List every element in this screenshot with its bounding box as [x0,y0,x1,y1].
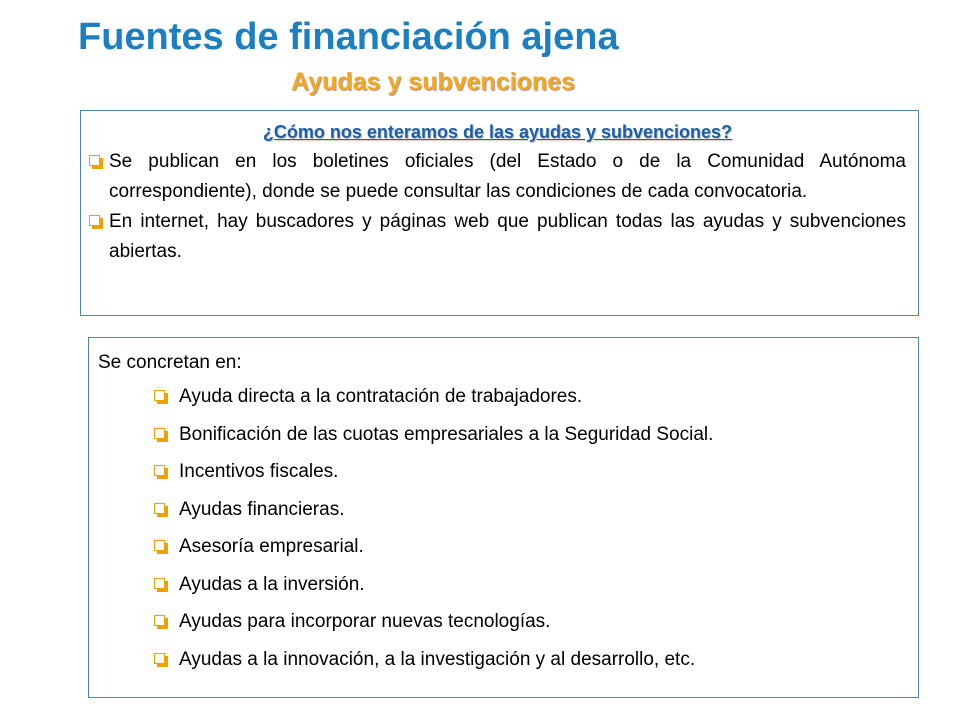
square-bullet-icon [154,540,168,554]
list-item-text: Ayudas a la innovación, a la investigación y al desarrollo, etc. [179,648,696,670]
square-bullet-icon [89,155,103,169]
list-item [154,647,906,685]
square-bullet-icon [154,465,168,479]
list-item-text: Ayudas financieras. [179,498,345,520]
list-item-text: Ayuda directa a la contratación de trabajadores. [179,386,583,407]
list-intro: Se concretan en: [98,352,242,373]
list-box [88,337,919,698]
list-item [154,384,906,422]
square-bullet-icon [154,578,168,592]
list-item [154,609,906,647]
list-item [154,572,906,610]
list-item [154,497,906,535]
page-subtitle: Ayudas y subvenciones [291,68,575,96]
square-bullet-icon [89,215,103,229]
info-item [89,147,906,207]
info-item-text: En internet, hay buscadores y páginas web que publican todas las ayudas y subvenciones abiertas. [109,211,906,262]
info-box [80,110,919,316]
aid-list [154,384,906,684]
square-bullet-icon [154,653,168,667]
list-item-text: Ayudas para incorporar nuevas tecnologías. [179,611,551,632]
page-title: Fuentes de financiación ajena [78,16,619,58]
list-item-text: Bonificación de las cuotas empresariales a la Seguridad Social. [179,423,714,445]
square-bullet-icon [154,615,168,629]
list-item [154,459,906,497]
square-bullet-icon [154,503,168,517]
list-item [154,534,906,572]
info-question: ¿Cómo nos enteramos de las ayudas y subvenciones? [262,122,733,142]
info-item [89,207,906,267]
list-item-text: Incentivos fiscales. [179,461,339,482]
list-item-text: Ayudas a la inversión. [179,573,365,595]
list-item [154,422,906,460]
square-bullet-icon [154,428,168,442]
square-bullet-icon [154,390,168,404]
list-item-text: Asesoría empresarial. [179,536,364,557]
info-item-text: Se publican en los boletines oficiales (del Estado o de la Comunidad Autónoma correspondiente), donde se puede consultar las condiciones de cada convocatoria. [109,151,906,202]
